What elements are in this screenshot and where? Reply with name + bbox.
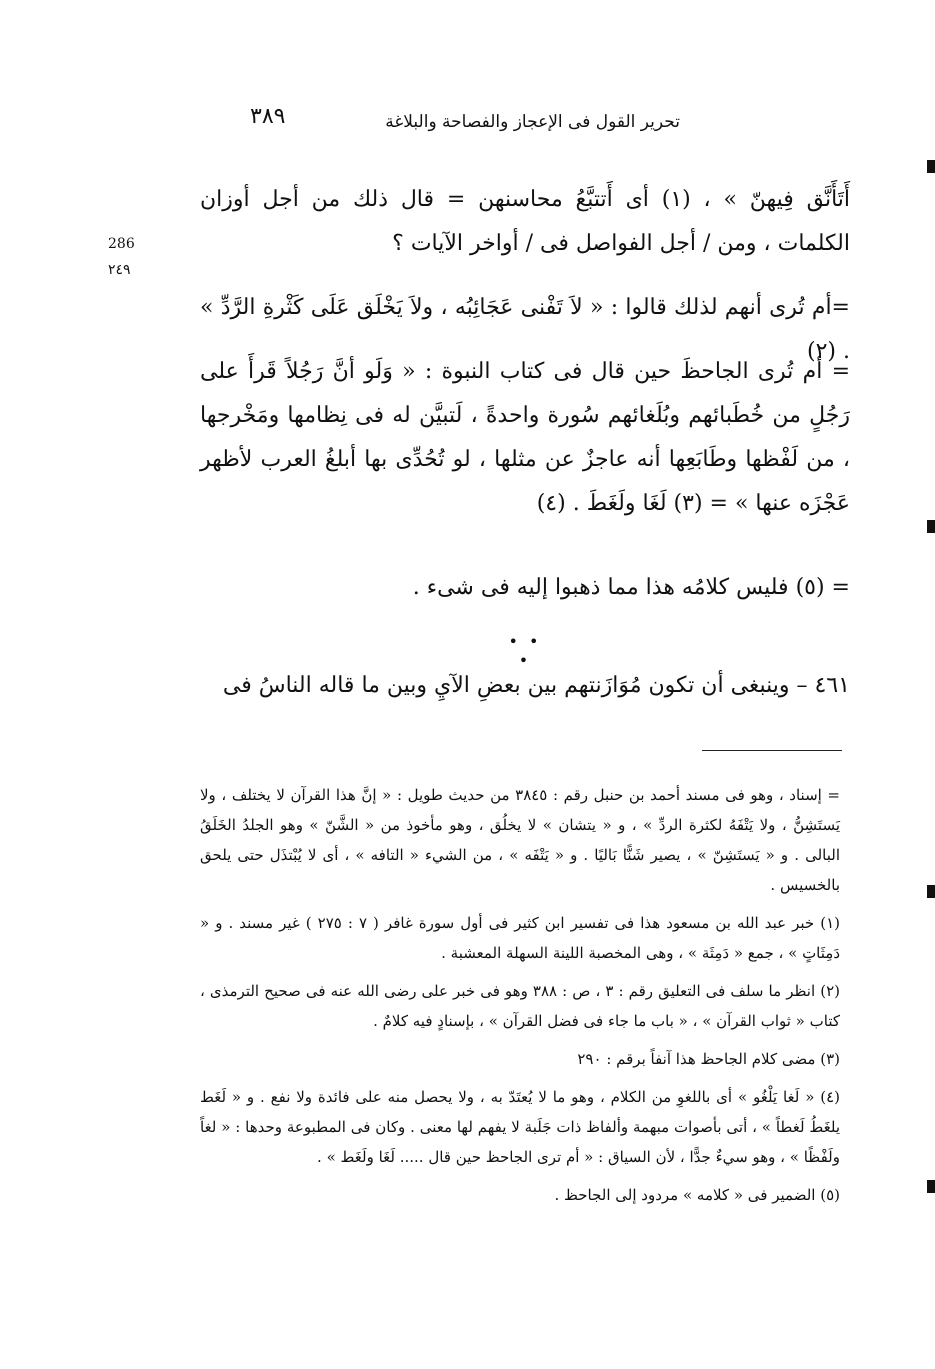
body-paragraph-text: ٤٦١ – وينبغى أن تكون مُوَازَنتهم بين بعضِ الآيِ وبين ما قاله الناسُ فى xyxy=(222,673,850,698)
body-paragraph-text: = أم تُرى الجاحظَ حين قال فى كتاب النبوة : « وَلَو أنَّ رَجُلاً قَرأَ على رَجُلٍ من خُطَبائهم وبُلَغائهم سُورة واحدةً ، لَتبيَّن له فى نِظامها ومَخْرجها ، من لَفْظها وطَابَعِها أنه عاجزٌ عن مثلها ، لو تُحُدِّى بها أبلغُ العرب لأظهر عَجْزَه عنها » = (٣) لَغَا ولَغَطَ . (٤) xyxy=(200,359,850,516)
margin-ref-arabic: ٢٤٩ xyxy=(108,262,131,278)
footnote-3: (٣) مضى كلام الجاحظ هذا آنفاً برقم : ٢٩٠ xyxy=(577,1050,840,1068)
scan-edge-mark xyxy=(927,520,935,533)
margin-ref-latin: 286 xyxy=(108,236,135,252)
footnote-separator xyxy=(702,750,842,751)
footnote-1: (١) خبر عبد الله بن مسعود هذا فى تفسير ابن كثير فى أول سورة غافر ( ٧ : ٢٧٥ ) غير مسند . و « دَمِثَاتٍ » ، جمع « دَمِثَة » ، وهى المخصبة اللينة السهلة المعشبة . xyxy=(200,914,840,962)
footnote-5: (٥) الضمير فى « كلامه » مردود إلى الجاحظ . xyxy=(554,1186,840,1204)
body-paragraph-1 xyxy=(200,178,850,266)
body-paragraph-text: =أم تُرى أنهم لذلك قالوا : « لاَ تَفْنى عَجَائِبُه ، ولاَ يَخْلَق عَلَى كَثْرةِ الرَّدِّ » . (٢) xyxy=(200,295,850,364)
scan-edge-mark xyxy=(927,1180,935,1193)
scan-edge-mark xyxy=(927,160,935,173)
body-paragraph-text: = (٥) فليس كلامُه هذا مما ذهبوا إليه فى شىء . xyxy=(412,575,850,600)
running-title: تحرير القول فى الإعجاز والفصاحة والبلاغة xyxy=(385,112,680,132)
section-ornament: • • • xyxy=(508,632,542,670)
footnotes xyxy=(200,780,840,1218)
scan-edge-mark xyxy=(927,885,935,898)
body-paragraph-5 xyxy=(200,664,850,708)
body-paragraph-4 xyxy=(200,566,850,610)
body-paragraph-3 xyxy=(200,350,850,526)
footnote-4: (٤) « لَغا يَلْغُو » أى باللغوِ من الكلام ، وهو ما لا يُعتَدّ به ، ولا يحصل منه على فائدة ولا نفع . و « لَغَط يلغَطُ لَغطاً » ، أتى بأصوات مبهمة وألفاظ ذات جَلَبة لا يفهم لها معنى . وكان فى المطبوعة وحدها : « لغاً ولَفْظًا » ، وهو سيءٌ جدًّا ، لأن السياق : « أم ترى الجاحظ حين قال ..... لَغَا ولَغَط » . xyxy=(200,1088,840,1166)
footnote-continuation: = إسناد ، وهو فى مسند أحمد بن حنبل رقم : ٣٨٤٥ من حديث طويل : « إنَّ هذا القرآن لا يختلف ، ولا يَستَشِنُّ ، ولا يَتْفَهُ لكثرة الردِّ » ، و « يتشان » لا يخلُق ، وهو مأخوذ من « الشَّنّ » وهو الجلدُ الخَلَقُ البالى . و « يَستَشِنّ » ، يصير شَنًّا بَاليًا . و « يَتْفَه » ، من الشيء « التافه » ، أى لا يُبْتذَل حتى يلحق بالخسيس . xyxy=(200,786,840,894)
page-number: ٣٨٩ xyxy=(250,104,286,129)
footnote-2: (٢) انظر ما سلف فى التعليق رقم : ٣ ، ص : ٣٨٨ وهو فى خبر على رضى الله عنه فى صحيح الترمذى ، كتاب « ثواب القرآن » ، « باب ما جاء فى فضل القرآن » ، بإسنادٍ فيه كلامٌ . xyxy=(200,982,840,1030)
body-paragraph-text: أَتَأَنَّق فِيهنّ » ، (١) أى أَتتبَّعُ محاسنهن = قال ذلك من أجل أوزان الكلمات ، ومن / أجل الفواصل فى / أواخر الآيات ؟ xyxy=(200,187,851,256)
